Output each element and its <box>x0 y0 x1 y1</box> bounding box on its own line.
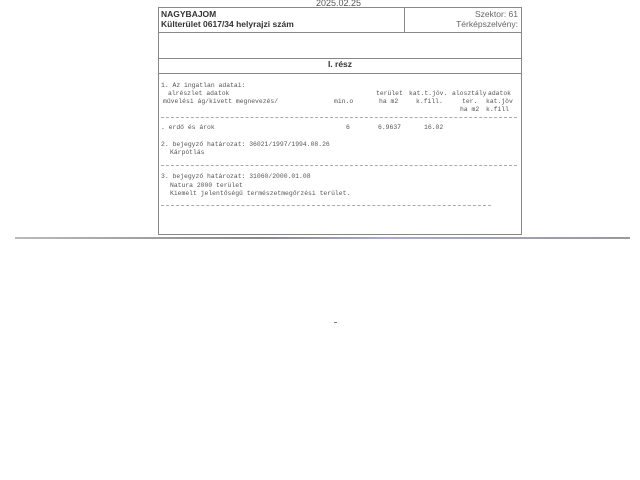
row-name: . erdő és árok <box>161 124 215 131</box>
section-title: I. rész <box>327 59 353 69</box>
divider <box>161 165 517 166</box>
sub-heading: alrészlet adatok <box>168 90 230 97</box>
document-date: 2025.02.25 <box>316 0 362 8</box>
col-area-unit: ha m2 <box>379 98 399 105</box>
sector: Szektor: 61 <box>475 9 518 19</box>
property-heading: 1. Az ingatlan adatai: <box>161 82 246 89</box>
entry-line: Kárpótlás <box>170 149 205 156</box>
col-sub-area: ter. <box>462 98 478 105</box>
col-sub-area-unit: ha m2 <box>460 106 480 113</box>
col-value: kat.t.jöv. <box>409 90 448 97</box>
scan-edge-line <box>15 237 630 239</box>
entry-line: Kiemelt jelentőségű természetmegőrzési terület. <box>170 190 351 197</box>
cultivation-label: művelési ág/kivett megnevezés/ <box>163 98 279 105</box>
col-sub2: adatok <box>488 90 512 97</box>
map-sheet: Térképszelvény: <box>456 19 518 29</box>
scan-speck <box>334 322 337 323</box>
col-area: terület <box>376 90 403 97</box>
col-sub-value-unit: k.fill <box>486 106 510 113</box>
entry-heading: 3. bejegyző határozat: 31060/2000.01.08 <box>161 173 311 180</box>
row-value: 16.02 <box>424 124 444 131</box>
divider <box>161 205 491 206</box>
col-sub-value: kat.jöv <box>486 98 513 105</box>
city-name: NAGYBAJOM <box>161 9 217 19</box>
row-min: 6 <box>346 124 350 131</box>
entry-heading: 2. bejegyző határozat: 36021/1997/1994.08.26 <box>161 141 330 148</box>
row-area: 6.9637 <box>378 124 402 131</box>
col-sub: alosztály <box>452 90 487 97</box>
divider <box>161 117 517 118</box>
col-min: min.o <box>334 98 354 105</box>
entry-line: Natura 2000 terület <box>170 182 243 189</box>
col-value-unit: k.fill. <box>416 98 443 105</box>
parcel-number: Külterület 0617/34 helyrajzi szám <box>161 19 294 29</box>
empty-row <box>158 32 522 59</box>
